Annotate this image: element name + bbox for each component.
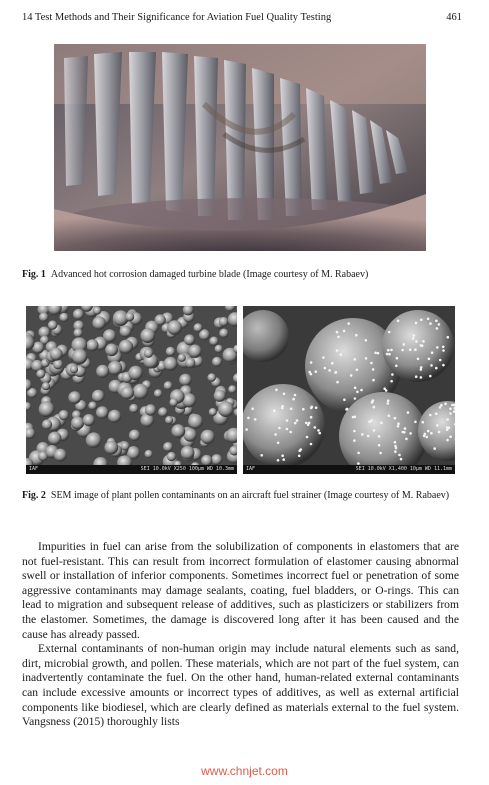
figure-2-caption bbox=[22, 489, 462, 502]
watermark: www.chnjet.com bbox=[201, 764, 288, 778]
sem-info-strip-left bbox=[26, 465, 237, 474]
body-text bbox=[22, 540, 459, 730]
page-number: 461 bbox=[446, 12, 462, 23]
figure-1-caption-text: Advanced hot corrosion damaged turbine blade (Image courtesy of M. Rabaev) bbox=[50, 269, 369, 280]
sem-strip-left-params: SEI 10.0kV X250 100μm WD 10.3mm bbox=[140, 466, 234, 472]
figure-1-image bbox=[54, 44, 426, 251]
sem-info-strip-right bbox=[243, 465, 455, 474]
paragraph: Impurities in fuel can arise from the solubilization of components in elastomers that are not fuel-resistant. This can result from incorrect formulation of elastomer causing abnormal swell or installation of inferior components. Sometimes incorrect fuel or penetration of some aggressive contaminants may damage sealants, coating, fuel bladders, or O-rings. This can lead to migration and subsequent release of additives, such as plasticizers or stabilizers from the elastomer. Sometimes, the damage is discovered long after it has been caused and the cause has already passed. bbox=[22, 540, 459, 641]
figure-2-sem-low-mag bbox=[26, 306, 237, 474]
sem-strip-right-params: SEI 10.0kV X1,400 10μm WD 11.1mm bbox=[355, 466, 452, 472]
chapter-title: 14 Test Methods and Their Significance for Aviation Fuel Quality Testing bbox=[22, 12, 332, 23]
pollen-sem-overview bbox=[26, 306, 237, 474]
figure-1-caption bbox=[22, 268, 462, 281]
figure-1-label: Fig. 1 bbox=[22, 269, 46, 280]
figure-2-caption-text: SEM image of plant pollen contaminants on an aircraft fuel strainer (Image courtesy of M. Rabaev) bbox=[50, 490, 450, 501]
running-header bbox=[22, 12, 462, 28]
sem-strip-right-org: IAF bbox=[246, 466, 256, 472]
sem-strip-left-org: IAF bbox=[29, 466, 39, 472]
paragraph: External contaminants of non-human origin may include natural elements such as sand, dirt, microbial growth, and pollen. These materials, which are not part of the fuel system, can inadvertently contaminate the fuel. On the other hand, human-related external contaminants can include excessive amounts or incorrect types of additives, as well as external artificial components like biodiesel, which are clearly defined as materials external to the fuel system. Vangsness (2015) thoroughly lists bbox=[22, 642, 459, 729]
pollen-sem-closeup bbox=[243, 306, 455, 474]
figure-2-sem-high-mag bbox=[243, 306, 455, 474]
turbine-blade-photo bbox=[54, 44, 426, 251]
figure-2-label: Fig. 2 bbox=[22, 490, 46, 501]
